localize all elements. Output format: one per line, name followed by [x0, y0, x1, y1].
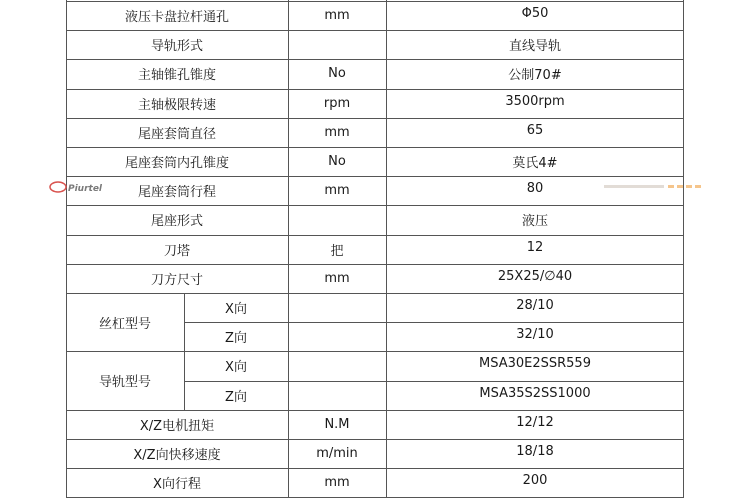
spec-axis: X向 [225, 360, 247, 376]
spec-group-name: 丝杠型号 [98, 316, 151, 332]
table-border [66, 0, 67, 497]
table-rule [66, 410, 684, 411]
spec-unit: 把 [330, 243, 344, 259]
spec-unit [288, 351, 386, 380]
table-border [184, 293, 185, 410]
table-rule [66, 147, 684, 148]
spec-name: 尾座形式 [150, 214, 203, 230]
spec-unit [288, 30, 386, 59]
spec-value: 28/10 [516, 298, 554, 313]
table-rule [66, 293, 684, 294]
table-rule [66, 264, 684, 265]
spec-unit: mm [324, 8, 350, 24]
spec-unit: rpm [323, 95, 351, 111]
spec-axis: Z向 [225, 389, 247, 405]
spec-name: 刀塔 [163, 243, 190, 259]
spec-name: 液压卡盘拉杆通孔 [124, 10, 229, 26]
spec-name: X/Z向快移速度 [133, 448, 221, 464]
spec-group-name: 导轨型号 [98, 375, 151, 391]
table-rule [184, 322, 684, 323]
spec-name: 主轴极限转速 [137, 97, 216, 113]
spec-value: MSA30E2SSR559 [479, 356, 591, 372]
spec-value: 3500rpm [505, 93, 565, 109]
watermark-logo [48, 178, 118, 198]
spec-name: X/Z电机扭矩 [139, 418, 215, 434]
spec-name: 尾座套筒直径 [137, 126, 216, 142]
spec-name: 主轴锥孔锥度 [137, 68, 216, 84]
table-border [386, 0, 387, 497]
spec-unit: mm [324, 124, 350, 140]
spec-value: 12/12 [516, 414, 554, 430]
table-rule [66, 1, 684, 2]
spec-unit: m/min [316, 446, 358, 462]
spec-axis: Z向 [225, 331, 247, 347]
spec-unit [288, 322, 386, 351]
spec-name: 尾座套筒行程 [137, 185, 216, 201]
spec-value: 12 [526, 239, 544, 255]
spec-value: 莫氏4# [512, 156, 558, 171]
spec-value: 液压 [521, 214, 548, 230]
spec-axis: X向 [225, 302, 247, 318]
table-rule [66, 205, 684, 206]
table-rule [66, 351, 684, 352]
spec-value: MSA35S2SS1000 [479, 385, 591, 401]
logo-icon [48, 178, 118, 198]
spec-value: 80 [526, 181, 544, 197]
spec-unit [288, 293, 386, 322]
spec-value: 65 [526, 122, 544, 138]
spec-unit: mm [324, 183, 350, 199]
table-rule [66, 497, 684, 498]
spec-unit [288, 205, 386, 234]
table-border [683, 0, 684, 497]
spec-value: 直线导轨 [508, 39, 561, 55]
spec-value: 25X25/∅40 [497, 268, 573, 284]
spec-unit: mm [324, 270, 350, 286]
spec-name: 尾座套筒内孔锥度 [124, 156, 229, 172]
table-rule [66, 235, 684, 236]
spec-value: Φ50 [521, 6, 549, 21]
watermark-strip [604, 180, 724, 194]
spec-unit: mm [324, 475, 350, 491]
spec-unit: No [328, 66, 346, 82]
spec-value: 公制70# [508, 68, 562, 84]
spec-value: 200 [522, 473, 548, 489]
table-rule [66, 118, 684, 119]
table-rule [66, 176, 684, 177]
spec-value: 18/18 [516, 444, 554, 459]
table-rule [66, 59, 684, 60]
spec-name: X向行程 [153, 477, 201, 493]
spec-table [66, 0, 684, 500]
spec-unit: N.M [324, 416, 350, 432]
spec-name: 导轨形式 [150, 39, 203, 55]
table-rule [66, 439, 684, 440]
watermark-stripes-icon [604, 180, 724, 194]
spec-unit [288, 381, 386, 410]
table-border [288, 0, 289, 497]
spec-name: 刀方尺寸 [150, 272, 203, 288]
table-rule [184, 381, 684, 382]
spec-unit: No [328, 154, 346, 170]
table-rule [66, 30, 684, 31]
table-rule [66, 89, 684, 90]
table-rule [66, 468, 684, 469]
spec-value: 32/10 [516, 327, 554, 343]
watermark-logo-text: Piurtel [68, 184, 103, 194]
